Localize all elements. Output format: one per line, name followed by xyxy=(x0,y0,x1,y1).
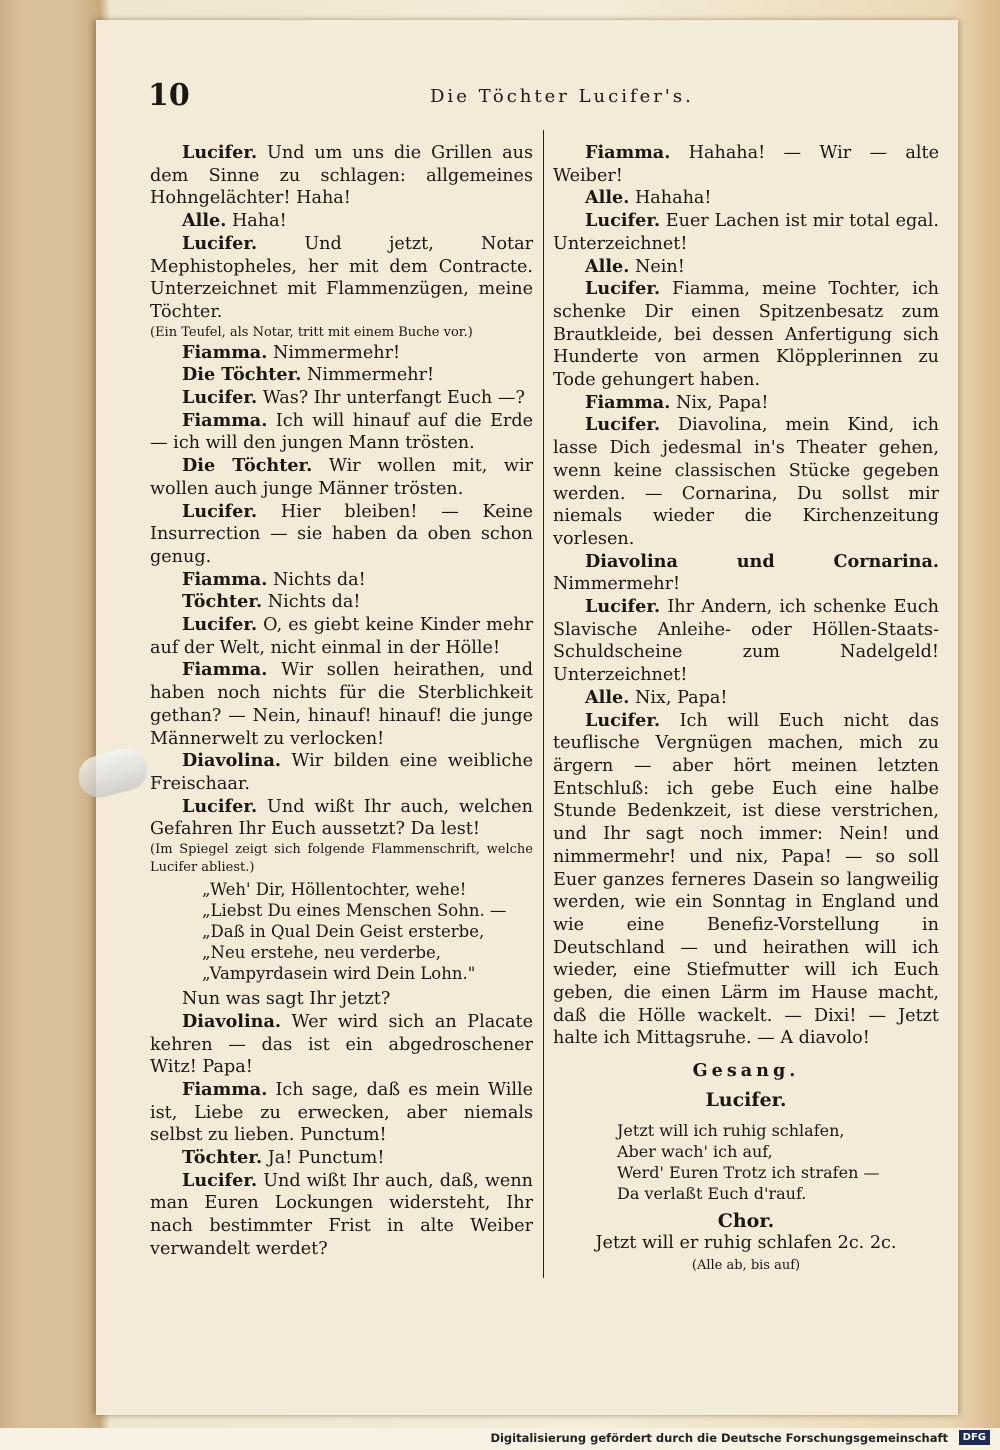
dialogue-text: Ich will hinauf auf die Erde — ich will den jungen Mann trösten. xyxy=(150,410,533,454)
dialogue-text: Nichts da! xyxy=(267,592,361,613)
dialogue-line xyxy=(150,455,533,500)
verse-line: „Liebst Du eines Menschen Sohn. — xyxy=(202,901,507,921)
dialogue-text: Ihr Andern, ich schenke Euch Slavische Anleihe- oder Höllen-Staats-Schuldscheine zum Nadelgeld! Unterzeichnet! xyxy=(553,597,940,686)
speaker-name: Fiamma. xyxy=(182,659,268,681)
dialogue-line xyxy=(553,278,939,392)
dialogue-text: Nun was sagt Ihr jetzt? xyxy=(182,989,391,1010)
verse-line: „Neu erstehe, neu verderbe, xyxy=(202,943,442,963)
page-number: 10 xyxy=(148,78,190,113)
dialogue-line xyxy=(553,687,939,710)
dialogue-text: Ich sage, daß es mein Wille ist, Liebe zu erwecken, aber niemals selbst zu lieben. Punctum! xyxy=(150,1079,534,1146)
exit-note: (Alle ab, bis auf) xyxy=(691,1257,801,1273)
speaker-name: Lucifer. xyxy=(585,596,661,618)
dialogue-line xyxy=(553,210,939,255)
dialogue-line xyxy=(150,342,533,365)
stage-direction: (Ein Teufel, als Notar, tritt mit einem Buche vor.) xyxy=(150,324,473,340)
dialogue-text: Hahaha! xyxy=(634,188,712,209)
dialogue-text: Wir bilden eine weibliche Freischaar. xyxy=(150,751,533,794)
verse-block xyxy=(617,1120,939,1204)
left-text-column xyxy=(150,142,533,1261)
dialogue-line xyxy=(553,596,939,687)
dialogue-text: Diavolina, mein Kind, ich lasse Dich jedesmal in's Theater gehen, wenn keine classischen Stücke gegeben werden. — Cornarina, Du sollst mir niemals wieder die Kirchenzeitung vorlesen. xyxy=(553,415,940,549)
dialogue-text: Wir sollen heirathen, und haben noch nichts für die Sterblichkeit gethan? — Nein, hinauf! hinauf! die junge Männerwelt zu verlocken! xyxy=(150,660,534,749)
dialogue-text: Nichts da! xyxy=(272,569,366,590)
dialogue-text: Was? Ihr unterfangt Euch —? xyxy=(262,388,525,409)
speaker-name: Alle. xyxy=(585,686,630,708)
dialogue-line xyxy=(150,750,533,795)
dialogue-line xyxy=(553,551,939,596)
dialogue-text: Haha! xyxy=(231,211,287,232)
funding-note: Digitalisierung gefördert durch die Deutsche Forschungsgemeinschaft xyxy=(490,1431,948,1445)
speaker-name: Lucifer. xyxy=(585,414,661,436)
dialogue-line xyxy=(150,988,533,1011)
speaker-name: Diavolina. xyxy=(182,1010,281,1032)
dialogue-line xyxy=(150,142,533,210)
dialogue-text: Ja! Punctum! xyxy=(267,1148,385,1169)
dialogue-text: Nix, Papa! xyxy=(634,687,728,708)
section-subheading: Lucifer. xyxy=(705,1088,787,1111)
dialogue-text: Euer Lachen ist mir total egal. Unterzeichnet! xyxy=(553,211,939,254)
stage-direction: (Im Spiegel zeigt sich folgende Flammenschrift, welche Lucifer abliest.) xyxy=(150,842,533,876)
speaker-name: Lucifer. xyxy=(182,500,258,522)
footer-bar xyxy=(0,1428,1000,1450)
speaker-name: Fiamma. xyxy=(585,142,671,163)
dialogue-text: Hier bleiben! — Keine Insurrection — sie haben da oben schon genug. xyxy=(150,501,533,567)
speaker-name: Diavolina. xyxy=(182,750,281,772)
verse-line: „Daß in Qual Dein Geist ersterbe, xyxy=(202,922,485,942)
dialogue-line xyxy=(150,1147,533,1170)
speaker-name: Lucifer. xyxy=(182,1169,258,1191)
speaker-name: Lucifer. xyxy=(182,795,258,817)
verse-line: Jetzt will ich ruhig schlafen, xyxy=(617,1120,845,1140)
dialogue-text: Und um uns die Grillen aus dem Sinne zu schlagen: allgemeines Hohngelächter! Haha! xyxy=(150,143,533,209)
dialogue-line xyxy=(150,591,533,614)
dialogue-line xyxy=(150,410,533,455)
dialogue-line xyxy=(553,414,939,550)
column-divider xyxy=(543,130,544,1278)
running-title: Die Töchter Lucifer's. xyxy=(430,86,694,107)
dialogue-line xyxy=(150,387,533,410)
dialogue-line xyxy=(553,256,939,279)
speaker-name: Die Töchter. xyxy=(182,455,313,477)
dialogue-text: Und wißt Ihr auch, daß, wenn man Euren Lockungen widersteht, Ihr nach bestimmter Frist in alte Weiber verwandelt werdet? xyxy=(150,1170,533,1259)
dialogue-line xyxy=(553,392,939,415)
speaker-name: Fiamma. xyxy=(182,1078,268,1100)
dialogue-text: Ich will Euch nicht das teuflische Vergnügen machen, mich zu ärgern — aber hört meinen letzten Entschluß: ich gebe Euch eine halbe Stunde Bedenkzeit, ist diese verstrichen, und Ihr sagt noch immer: Nein! und nimmermehr! und nix, Papa! — so soll Euer ganzes ferneres Dasein so langweilig werden, wie ein Sonntag in England und wie eine Benefiz-Vorstellung in Deutschland — und heirathen will ich wieder, eine Stiefmutter will ich Euch geben, die einen Lärm im Hause macht, daß die Hölle wackelt. — Dixi! — Jetzt halte ich Mittagsruhe. — A diavolo! xyxy=(553,710,939,1049)
verse-line: Da verlaßt Euch d'rauf. xyxy=(617,1183,807,1203)
verse-line: Werd' Euren Trotz ich strafen — xyxy=(617,1162,880,1182)
speaker-name: Lucifer. xyxy=(182,614,258,636)
dialogue-line xyxy=(553,142,939,187)
speaker-name: Lucifer. xyxy=(585,278,661,300)
dialogue-line xyxy=(150,233,533,324)
dialogue-text: O, es giebt keine Kinder mehr auf der Welt, nicht einmal in der Hölle! xyxy=(150,615,533,658)
dialogue-line xyxy=(150,364,533,387)
verse-line: Aber wach' ich auf, xyxy=(617,1141,773,1161)
dialogue-line xyxy=(150,659,533,750)
speaker-name: Lucifer. xyxy=(182,387,258,409)
speaker-name: Alle. xyxy=(182,210,227,232)
dialogue-line xyxy=(150,1170,533,1261)
dfg-logo: DFG xyxy=(959,1430,990,1445)
speaker-name: Diavolina und Cornarina. xyxy=(585,550,939,572)
dialogue-text: Nimmermehr! xyxy=(272,342,401,363)
dialogue-text: Nix, Papa! xyxy=(675,392,769,413)
verse-line: „Vampyrdasein wird Dein Lohn." xyxy=(202,964,476,984)
speaker-name: Fiamma. xyxy=(182,409,268,431)
dialogue-line xyxy=(150,569,533,592)
dialogue-line xyxy=(150,796,533,841)
dialogue-line xyxy=(150,1079,533,1147)
centered-line: Jetzt will er ruhig schlafen 2c. 2c. xyxy=(595,1233,897,1254)
dialogue-text: Und wißt Ihr auch, welchen Gefahren Ihr Euch aussetzt? Da lest! xyxy=(150,796,533,840)
speaker-name: Die Töchter. xyxy=(182,364,302,386)
dialogue-line xyxy=(150,210,533,233)
speaker-name: Fiamma. xyxy=(182,341,268,363)
speaker-name: Fiamma. xyxy=(182,568,268,590)
dialogue-text: Fiamma, meine Tochter, ich schenke Dir einen Spitzenbesatz zum Brautkleide, bei dessen Anfertigung sich Hunderte von armen Klöpplerinnen zu Tode gehungert haben. xyxy=(553,279,940,391)
dialogue-text: Nimmermehr! xyxy=(306,365,435,386)
speaker-name: Fiamma. xyxy=(585,391,671,413)
dialogue-line xyxy=(150,1011,533,1079)
dialogue-text: Hahaha! — Wir — alte Weiber! xyxy=(553,143,940,186)
dialogue-line xyxy=(553,187,939,210)
section-heading: Gesang. xyxy=(692,1060,800,1082)
speaker-name: Töchter. xyxy=(182,1147,263,1169)
speaker-name: Töchter. xyxy=(182,591,263,613)
dialogue-text: Nimmermehr! xyxy=(553,574,681,595)
speaker-name: Lucifer. xyxy=(182,232,258,254)
speaker-name: Lucifer. xyxy=(182,142,258,163)
dialogue-text: Nein! xyxy=(634,256,685,277)
dialogue-text: Und jetzt, Notar Mephistopheles, her mit dem Contracte. Unterzeichnet mit Flammenzügen, meine Töchter. xyxy=(150,233,533,322)
dialogue-text: Wer wird sich an Placate kehren — das ist ein abgedroschener Witz! Papa! xyxy=(150,1011,534,1078)
speaker-name: Lucifer. xyxy=(585,709,661,731)
speaker-name: Alle. xyxy=(585,187,630,209)
speaker-name: Alle. xyxy=(585,255,630,277)
dialogue-line xyxy=(150,614,533,659)
dialogue-line xyxy=(150,501,533,569)
dialogue-line xyxy=(553,710,939,1051)
section-subheading: Chor. xyxy=(717,1209,775,1232)
dialogue-text: Wir wollen mit, wir wollen auch junge Männer trösten. xyxy=(150,456,534,499)
right-text-column xyxy=(553,142,939,1278)
verse-line: „Weh' Dir, Höllentochter, wehe! xyxy=(202,880,467,900)
speaker-name: Lucifer. xyxy=(585,210,661,232)
verse-block xyxy=(202,879,533,984)
